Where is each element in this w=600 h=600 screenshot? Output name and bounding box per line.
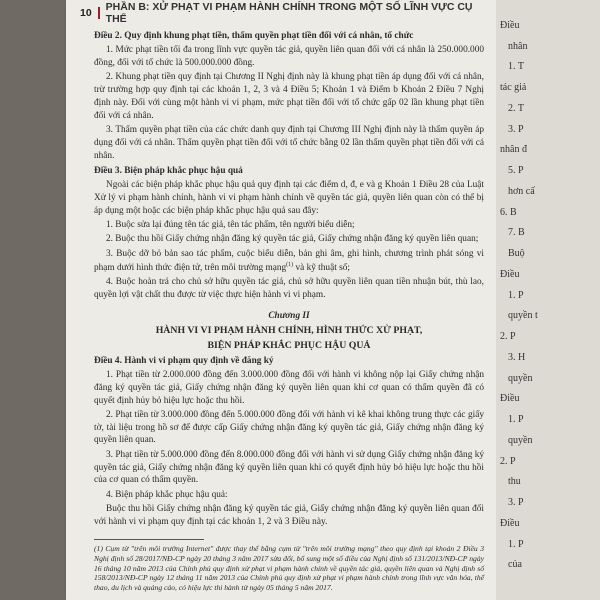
- adjacent-page-fragment: 7. B: [508, 227, 525, 239]
- running-header: [80, 1, 490, 25]
- adjacent-page-fragment: Buộ: [508, 248, 525, 260]
- adjacent-page-fragment: hơn cấ: [508, 185, 535, 197]
- page-number: 10: [80, 7, 92, 19]
- adjacent-page-fragment: 2. P: [500, 331, 516, 343]
- adjacent-page-fragment: Điều: [500, 268, 520, 280]
- adjacent-page-fragment: nhân: [508, 40, 528, 52]
- article-3-clause-1: 1. Buộc sửa lại đúng tên tác giả, tên tác phẩm, tên người biểu diễn;: [106, 220, 355, 231]
- article-3-clause-3: [94, 248, 484, 275]
- article-3-clause-3-tail: và kỹ thuật số;: [293, 262, 350, 273]
- article-3-title: Điều 3. Biện pháp khắc phục hậu quả: [94, 165, 243, 176]
- adjacent-page-fragment: nhân đ: [500, 144, 527, 156]
- article-4-clause-2: 2. Phạt tiền từ 3.000.000 đồng đến 5.000.000 đồng đối với hành vi kê khai không trung thực các giấy tờ, tài liệu trong hồ sơ để được cấp Giấy chứng nhận đăng ký quyền tác giả, Giấy chứng nhận đăng ký quyền liên quan.: [94, 409, 484, 446]
- article-2-clause-1: 1. Mức phạt tiền tối đa trong lĩnh vực quyền tác giả, quyền liên quan đối với cá nhân là 250.000.000 đồng, đối với tổ chức là 500.000.000 đồng.: [94, 45, 484, 69]
- adjacent-page-fragment: 6. B: [500, 206, 517, 218]
- article-3-clause-2: 2. Buộc thu hồi Giấy chứng nhận đăng ký quyền tác giả, Giấy chứng nhận đăng ký quyền liên quan;: [106, 234, 479, 245]
- chapter-number: Chương II: [268, 310, 310, 321]
- article-3-clause-3-text: 3. Buộc dỡ bỏ bản sao tác phẩm, cuộc biểu diễn, bản ghi âm, ghi hình, chương trình phát sóng vi phạm dưới hình thức điện tử, trên môi trường mạng: [94, 248, 484, 273]
- adjacent-page-edge: [496, 0, 600, 600]
- adjacent-page-fragment: 3. P: [508, 497, 524, 509]
- article-4-clause-4-text: Buộc thu hồi Giấy chứng nhận đăng ký quyền tác giả, Giấy chứng nhận đăng ký quyền liên quan đối với hành vi vi phạm quy định tại các khoản 1, 2 và 3 Điều này.: [94, 504, 484, 527]
- adjacent-page-fragment: quyền: [508, 372, 533, 384]
- adjacent-page-fragment: 1. P: [508, 538, 524, 550]
- article-4-clause-3: 3. Phạt tiền từ 5.000.000 đồng đến 8.000.000 đồng đối với hành vi sử dụng Giấy chứng nhận đăng ký quyền tác giả, Giấy chứng nhận đăng ký quyền liên quan khi có quyết định hủy bỏ hiệu lực hoặc thu hồi của cơ quan có thẩm quyền.: [94, 449, 484, 486]
- article-3-clause-4: 4. Buộc hoàn trả cho chủ sở hữu quyền tác giả, chủ sở hữu quyền liên quan tiền nhuận bút, thù lao, quyền lợi vật chất thu được từ việc thực hiện hành vi vi phạm.: [94, 277, 484, 300]
- article-2-clause-2: 2. Khung phạt tiền quy định tại Chương II Nghị định này là khung phạt tiền áp dụng đối với cá nhân, trừ trường hợp quy định tại các khoản 1, 2, 3 và 4 Điều 5; Khoản 1 và Điểm b Khoản 2 Điều 7 Nghị định này. Đối với cùng một hành vi vi phạm, mức phạt tiền đối với tổ chức gấp 02 lần khung phạt tiền đối với cá nhân.: [94, 72, 484, 121]
- article-4-clause-1: 1. Phạt tiền từ 2.000.000 đồng đến 3.000.000 đồng đối với hành vi không nộp lại Giấy chứng nhận đăng ký quyền tác giả, Giấy chứng nhận đăng ký quyền liên quan khi cơ quan có thẩm quyền đã có quyết định hủy bỏ hiệu lực hoặc thu hồi.: [94, 369, 484, 406]
- adjacent-page-fragment: Điều: [500, 393, 520, 405]
- adjacent-page-fragment: của: [508, 559, 522, 571]
- adjacent-page-fragment: Điều: [500, 20, 520, 31]
- adjacent-page-fragment: 1. T: [508, 61, 524, 73]
- adjacent-page-fragment: quyền: [508, 434, 533, 446]
- footnote-divider: [94, 539, 204, 540]
- adjacent-page-fragment: 3. P: [508, 123, 524, 135]
- adjacent-page-fragment: tác giả: [500, 82, 527, 94]
- article-4-clause-4: 4. Biện pháp khắc phục hậu quả:: [106, 489, 228, 500]
- adjacent-page-fragment: Điều: [500, 517, 520, 529]
- chapter-title-line-1: HÀNH VI VI PHẠM HÀNH CHÍNH, HÌNH THỨC XỬ PHẠT,: [155, 324, 423, 336]
- chapter-title-line-2: BIỆN PHÁP KHẮC PHỤC HẬU QUẢ: [207, 340, 371, 351]
- book-page: [66, 0, 496, 600]
- article-2-clause-3: 3. Thẩm quyền phạt tiền của các chức danh quy định tại Chương III Nghị định này là thẩm quyền áp dụng đối với cá nhân. Thẩm quyền phạt tiền đối với tổ chức bằng 02 lần thẩm quyền phạt tiền đối với cá nhân.: [94, 125, 484, 161]
- adjacent-page-fragment: thu: [508, 476, 521, 488]
- adjacent-page-fragment: 1. P: [508, 289, 524, 301]
- article-2-title: Điều 2. Quy định khung phạt tiền, thẩm quyền phạt tiền đối với cá nhân, tổ chức: [94, 31, 414, 41]
- adjacent-page-fragment: 2. T: [508, 102, 524, 114]
- adjacent-page-fragment: 1. P: [508, 414, 524, 426]
- adjacent-page-fragment: quyền t: [508, 310, 538, 322]
- footnote: (1) Cụm từ "trên môi trường Internet" được thay thế bằng cụm từ "trên môi trường mạng" theo quy định tại khoản 2 Điều 3 Nghị định số 28/2017/NĐ-CP ngày 20 tháng 3 năm 2017 sửa đổi, bổ sung một số điều của Nghị định số 131/2013/NĐ-CP ngày 16 tháng 10 năm 2013 của Chính phủ quy định xử phạt vi phạm hành chính về quyền tác giả, quyền liên quan và Nghị định số 158/2013/NĐ-CP ngày 12 tháng 11 năm 2013 của Chính phủ quy định xử phạt vi phạm hành chính trong lĩnh vực văn hóa, thể thao, du lịch và quảng cáo, có hiệu lực thi hành từ ngày 05 tháng 5 năm 2017.: [94, 543, 484, 593]
- footnote-ref: (1): [286, 261, 294, 268]
- page-body: [94, 28, 484, 595]
- header-divider: [98, 7, 100, 19]
- adjacent-page-fragment: 5. P: [508, 165, 524, 177]
- running-title: PHẦN B: XỬ PHẠT VI PHẠM HÀNH CHÍNH TRONG MỘT SỐ LĨNH VỰC CỤ THỂ: [105, 1, 473, 25]
- adjacent-page-fragment: 3. H: [508, 351, 526, 363]
- adjacent-page-fragment: 2. P: [500, 455, 516, 467]
- article-3-intro: Ngoài các biện pháp khắc phục hậu quả quy định tại các điểm d, đ, e và g Khoản 1 Điều 28 của Luật Xử lý vi phạm hành chính, hành vi vi phạm hành chính về quyền tác giả, quyền liên quan còn có thể bị áp dụng một hoặc các biện pháp khắc phục hậu quả sau đây:: [94, 180, 484, 216]
- article-4-title: Điều 4. Hành vi vi phạm quy định về đăng ký: [94, 355, 274, 366]
